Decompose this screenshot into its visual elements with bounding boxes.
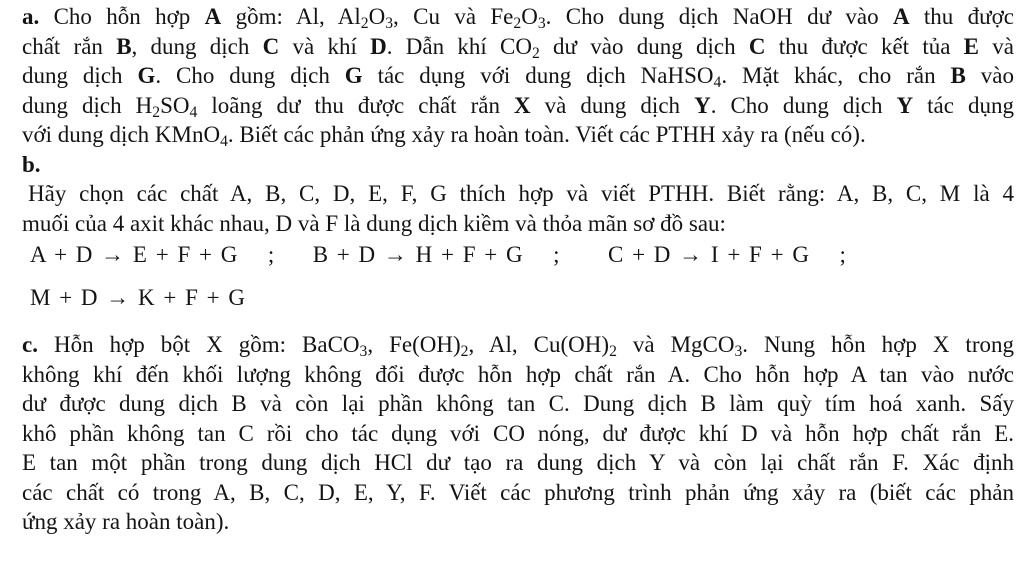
equation-2: B + D → H + F + G <box>312 242 524 267</box>
equation-4: M + D → K + F + G <box>30 285 246 310</box>
part-a-label: a. <box>22 4 40 29</box>
equations-row-1: A + D → E + F + G ; B + D → H + F + G ; C + D → I + F + G ; <box>30 242 847 267</box>
equations-row-2 <box>22 281 1014 314</box>
part-c-line-1: c. Hỗn hợp bột X gồm: BaCO$_3$, $Fe(OH)_2$, Al, $Cu(OH)_2$ và MgCO$_3$. Nung hỗn hợp X trong <box>22 332 1014 360</box>
part-a-line-2: chất rắn B, dung dịch C và khí D. Dẫn khí $CO_2$ dư vào dung dịch C thu được kết tủa E và <box>22 33 1014 61</box>
part-c-line-5: E tan một phần trong dung dịch HCl dư tạo ra dung dịch Y và còn lại chất rắn F. Xác định <box>22 450 1014 475</box>
part-c-line-4: khô phần không tan C rồi cho tác dụng với CO nóng, dư được khí D và hỗn hợp chất rắn E. <box>22 420 1014 446</box>
equation-1: A + D → E + F + G <box>30 242 238 267</box>
part-c-line-7: ứng xảy ra hoàn toàn). <box>22 509 230 534</box>
equation-3: C + D → I + F + G <box>608 242 810 267</box>
part-c-label: c. <box>22 332 38 357</box>
part-b-line-1: Hãy chọn các chất A, B, C, D, E, F, G thích hợp và viết PTHH. Biết rằng: A, B, C, M là 4 <box>28 181 1014 206</box>
part-a-line-1: a. Cho hỗn hợp A gồm: Al, $Al_2O_3$, Cu và $Fe_2O_3$. Cho dung dịch NaOH dư vào A thu được <box>22 4 1014 32</box>
part-a-line-3: dung dịch G. Cho dung dịch G tác dụng với dung dịch NaHSO$_4$. Mặt khác, cho rắn B vào <box>22 63 1014 91</box>
part-c-line-3: dư được dung dịch B và còn lại phần không tan C. Dung dịch B làm quỳ tím hoá xanh. Sấy <box>22 391 1014 416</box>
part-b-label: b. <box>22 151 41 177</box>
part-c-line-2: không khí đến khối lượng không đổi được hỗn hợp chất rắn A. Cho hỗn hợp A tan vào nước <box>22 361 1014 387</box>
part-a-line-4: dung dịch $H_2SO_4$ loãng dư thu được chất rắn X và dung dịch Y. Cho dung dịch Y tác dụng <box>22 92 1014 120</box>
part-a-line-5: với dung dịch KMnO$_4$. Biết các phản ứng xảy ra hoàn toàn. Viết các PTHH xảy ra (nếu có). <box>22 122 866 150</box>
part-c-line-6: các chất có trong A, B, C, D, E, Y, F. Viết các phương trình phản ứng xảy ra (biết các phản <box>22 479 1014 505</box>
part-b-label-line <box>22 150 1014 180</box>
part-b-line-2: muối của 4 axit khác nhau, D và F là dung dịch kiềm và thỏa mãn sơ đồ sau: <box>22 210 726 236</box>
